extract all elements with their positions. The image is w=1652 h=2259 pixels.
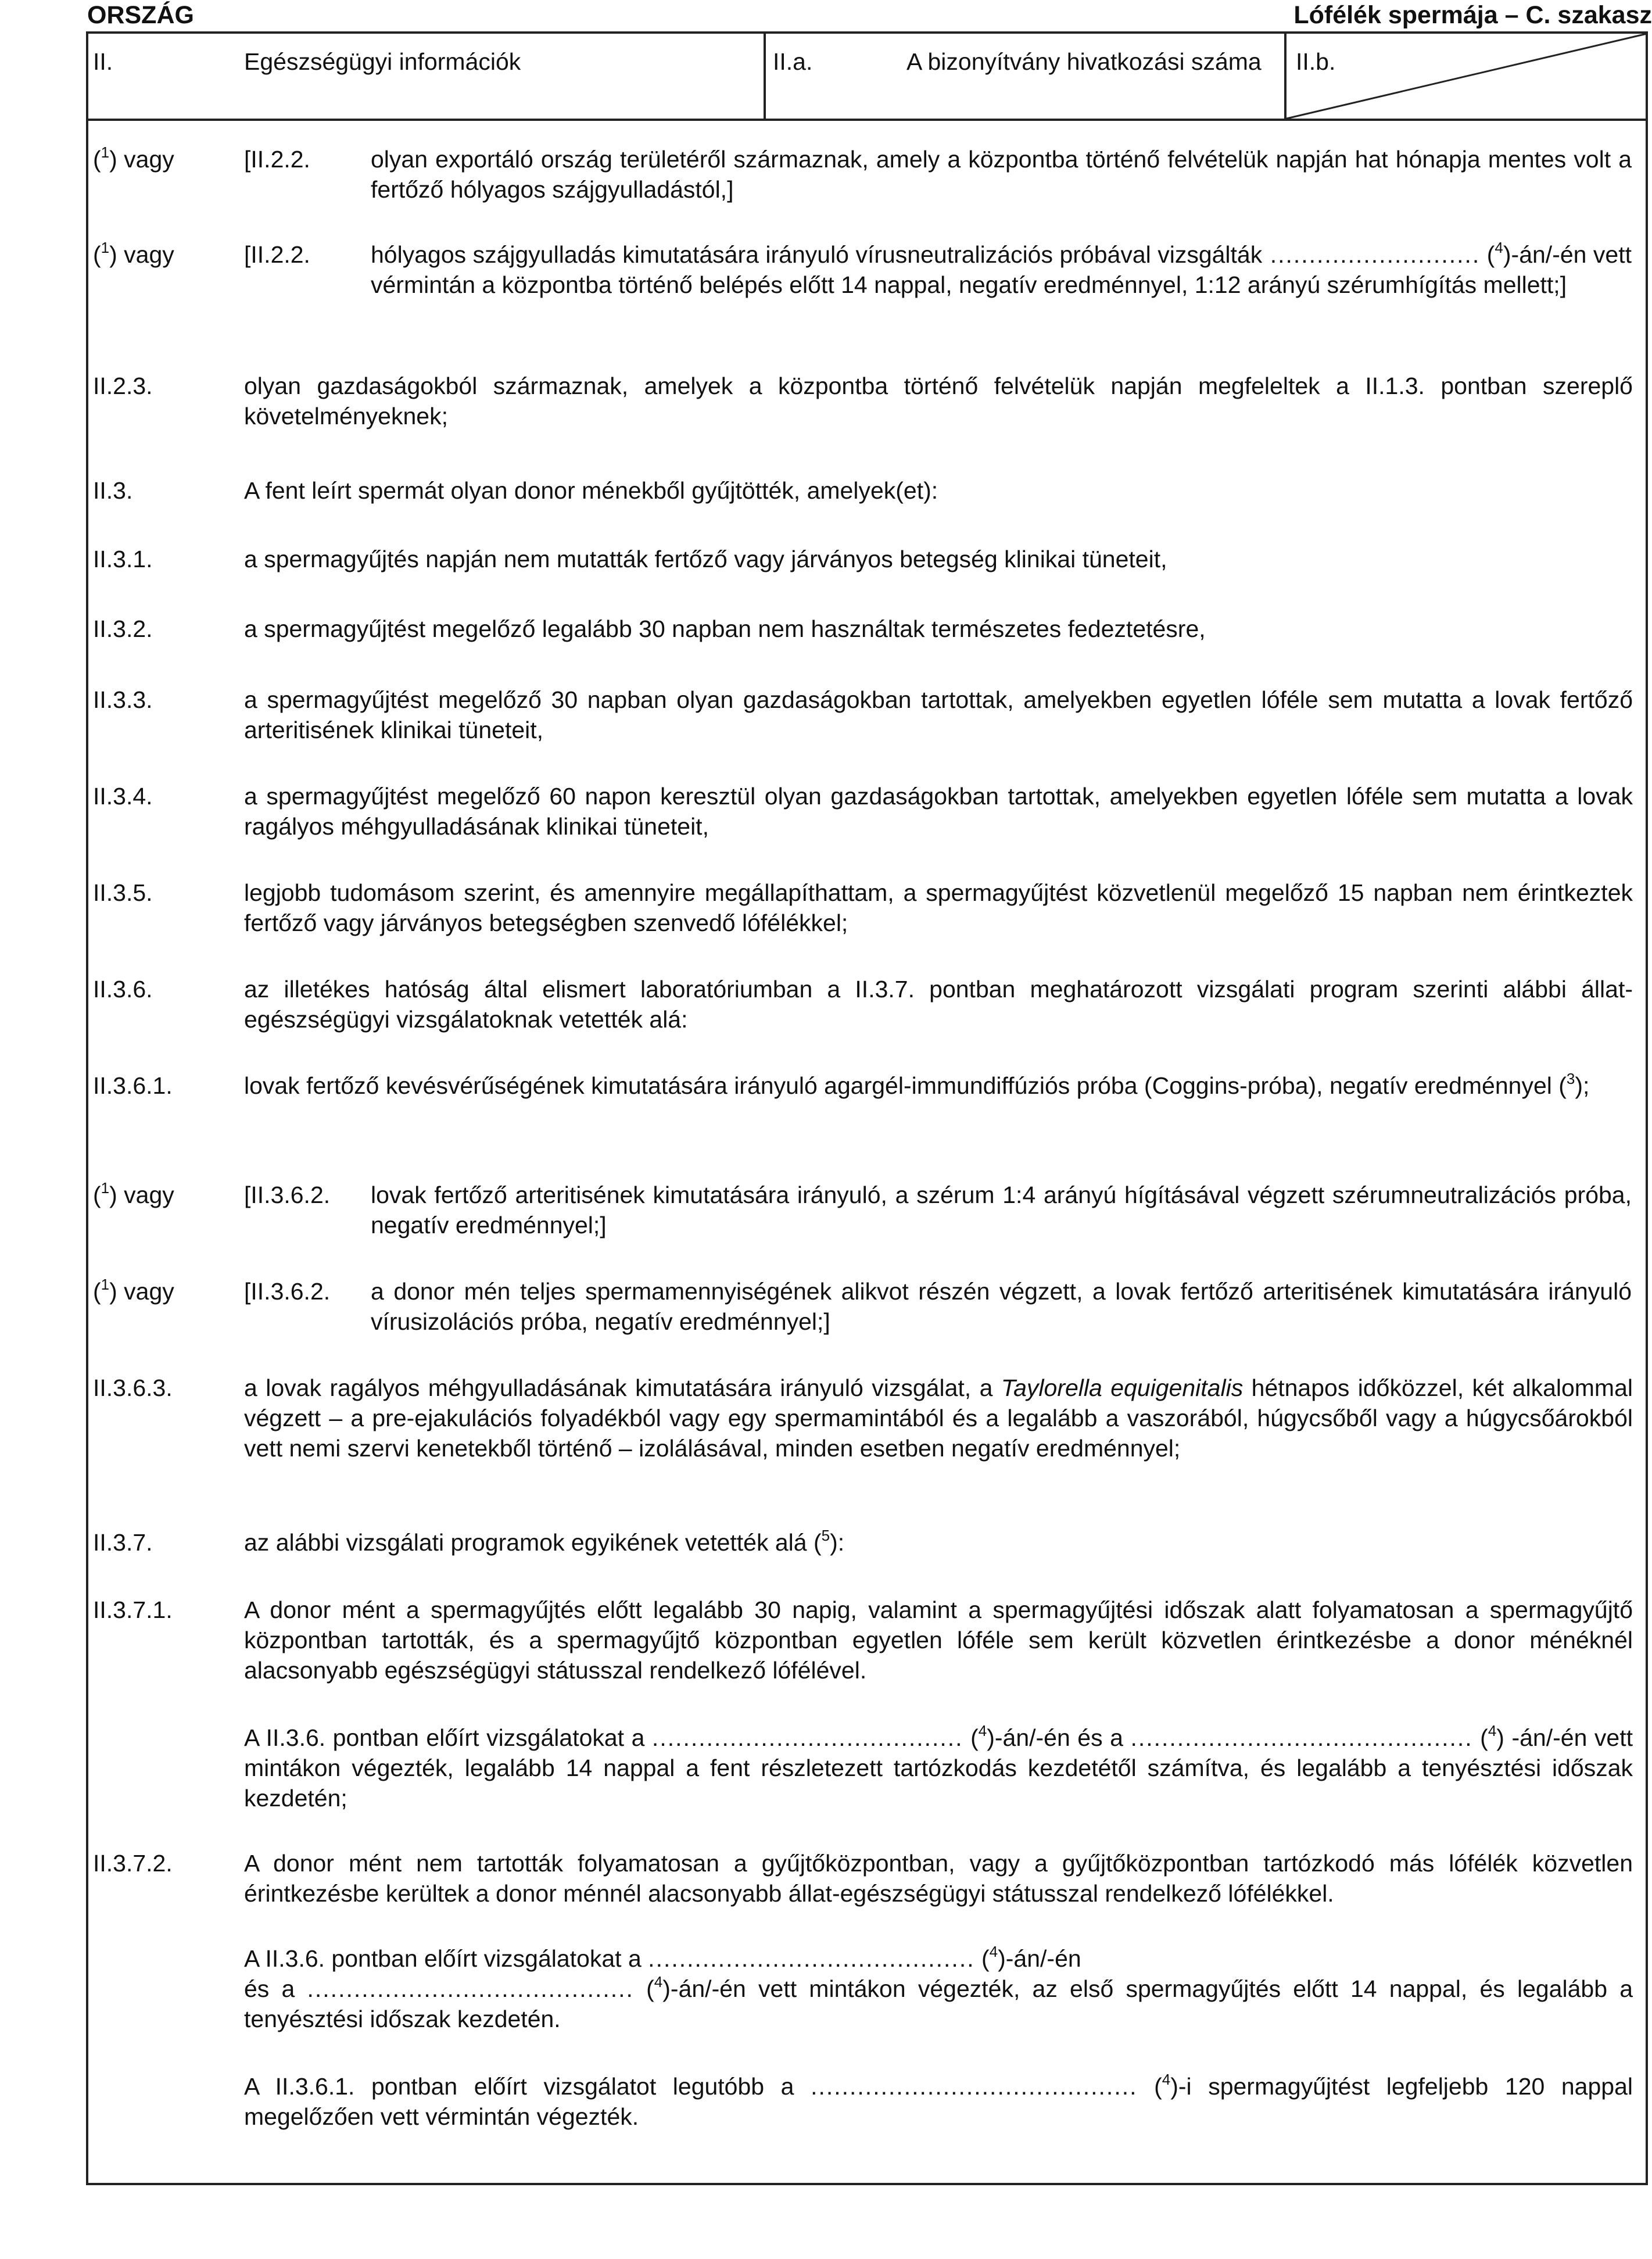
header-iib: II.b. [1296,48,1336,75]
section-title: Lófélék spermája – C. szakasz [1293,1,1652,29]
header-iia: II.a. [773,48,813,75]
country-label: ORSZÁG [87,1,194,29]
header-section-number: II. [93,48,113,75]
header-certificate-ref: A bizonyítvány hivatkozási száma [906,48,1262,75]
header-health-info: Egészségügyi információk [244,48,521,75]
